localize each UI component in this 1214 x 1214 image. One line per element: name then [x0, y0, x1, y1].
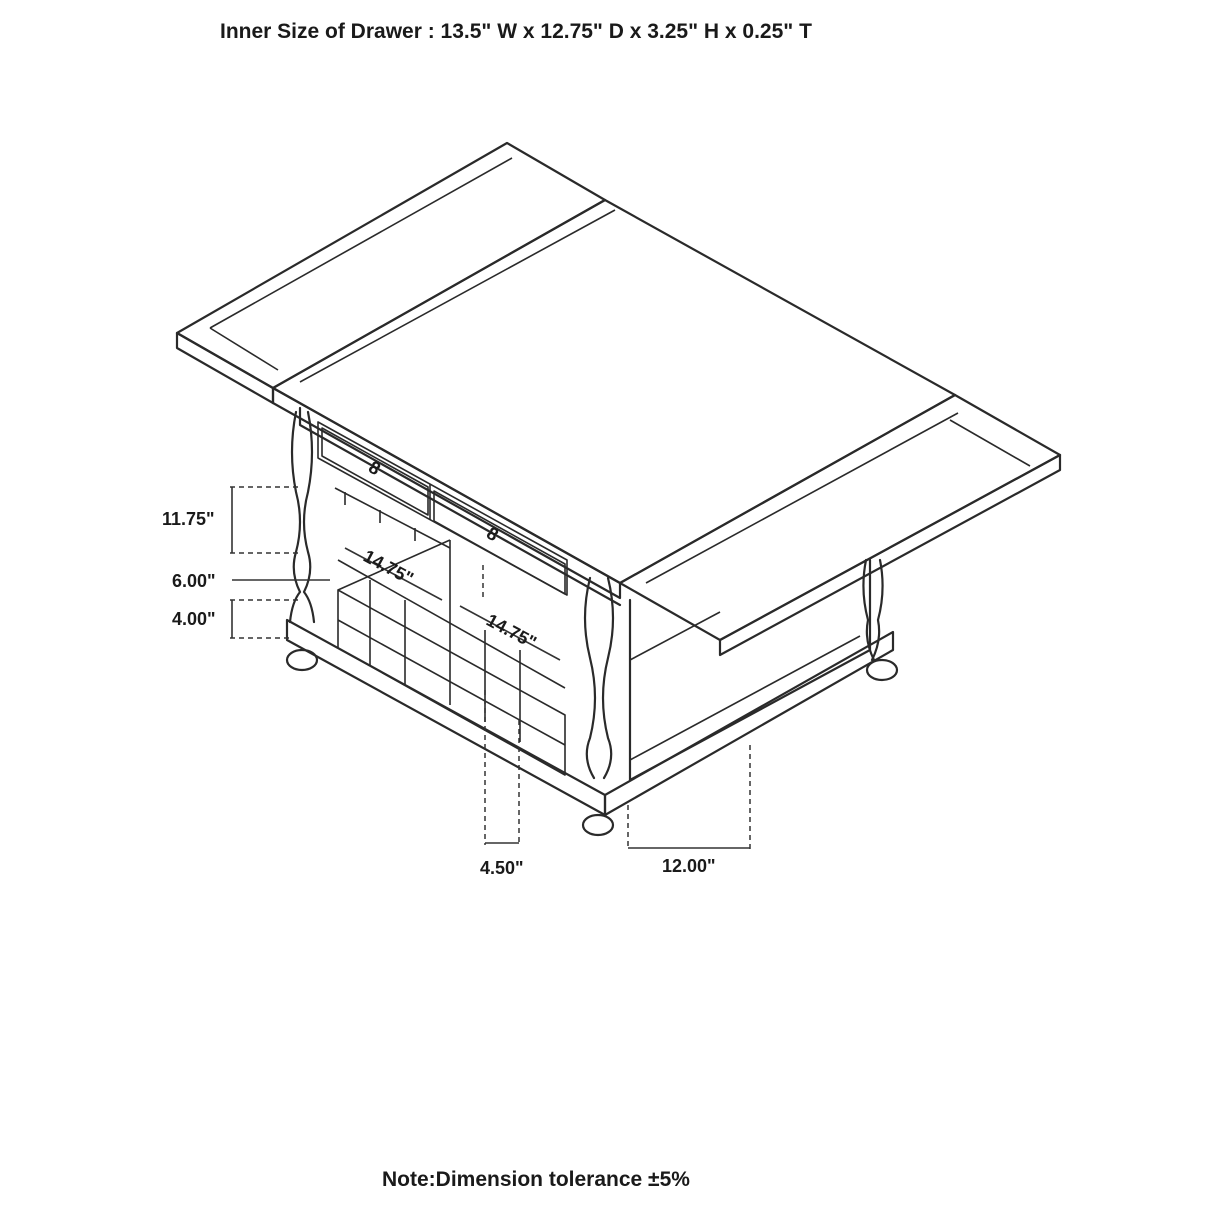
rack-height-label: 11.75"	[162, 509, 215, 529]
svg-text:8: 8	[483, 522, 502, 546]
drawer-size-heading: Inner Size of Drawer : 13.5" W x 12.75" D x 3.25" H x 0.25" T	[220, 20, 812, 43]
side-depth-label: 12.00"	[662, 856, 716, 876]
base-height-label: 4.00"	[172, 609, 216, 629]
shelf-gap-label: 6.00"	[172, 571, 216, 591]
tolerance-note: Note:Dimension tolerance ±5%	[382, 1168, 690, 1191]
lower-shelf-depth-label: 14.75"	[483, 609, 540, 653]
svg-text:8: 8	[365, 456, 384, 480]
cubby-width-label: 4.50"	[480, 858, 524, 878]
island-body	[287, 408, 897, 835]
upper-shelf-depth-label: 14.75"	[360, 545, 417, 589]
